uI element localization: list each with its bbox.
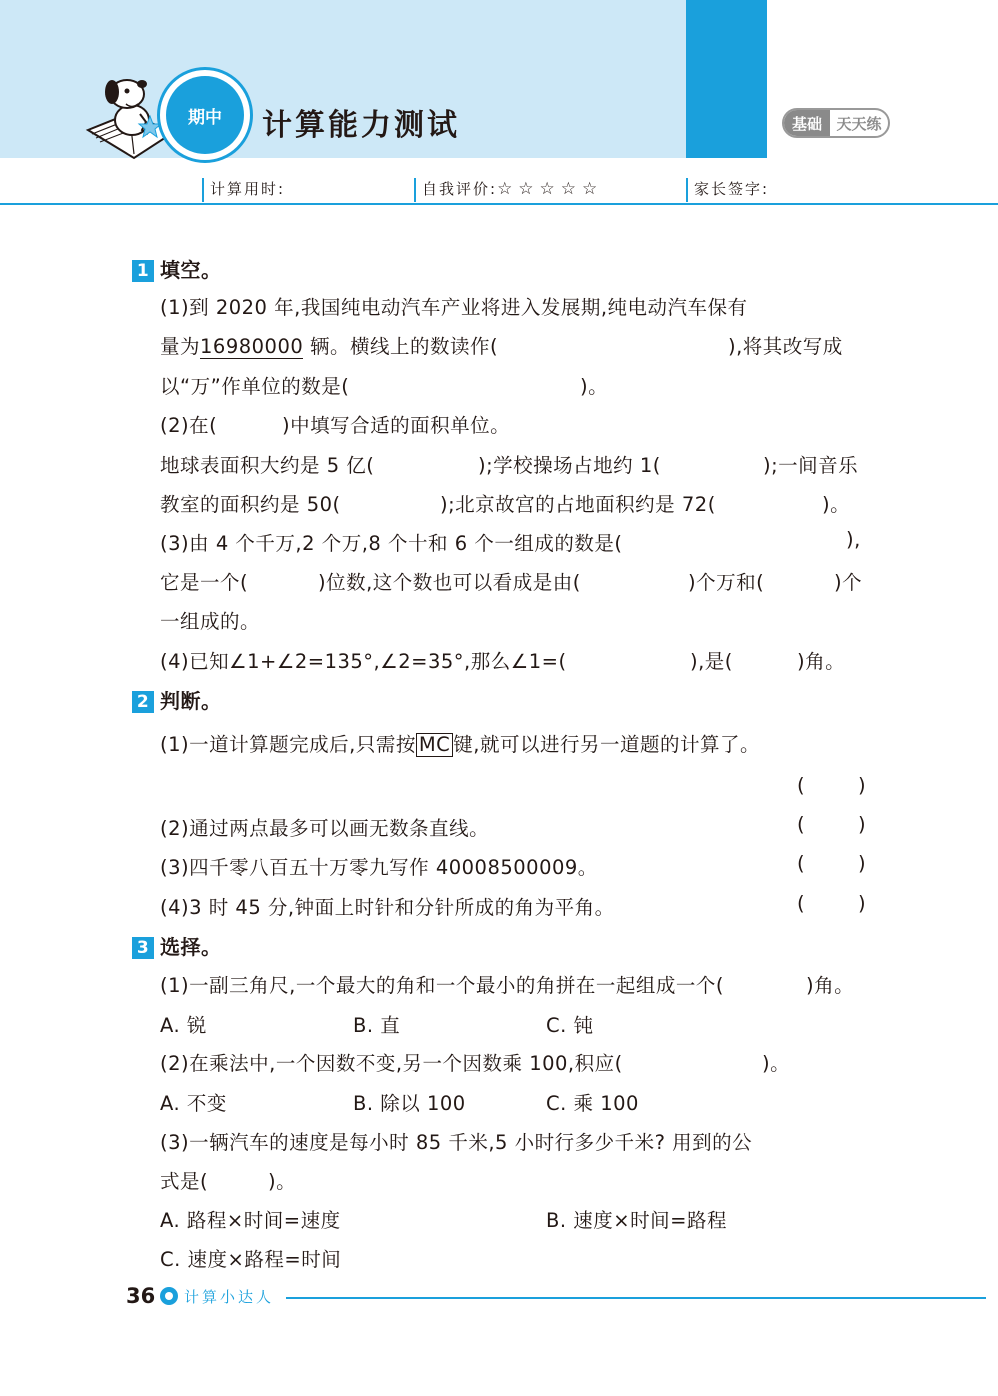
- q3-1-option-a[interactable]: A. 锐: [160, 1014, 207, 1037]
- q3-1-text-start: (1)一副三角尺,一个最大的角和一个最小的角拼在一起组成一个(: [160, 974, 724, 997]
- info-bar-divider: [0, 203, 998, 205]
- footer-rule: [286, 1297, 986, 1299]
- footer-bullet-icon: [160, 1287, 178, 1305]
- text: 量为: [160, 335, 201, 358]
- q3-1-text-end: )角。: [806, 974, 855, 997]
- q1-3-line2d: )个: [834, 571, 863, 594]
- q1-1-line1: (1)到 2020 年,我国纯电动汽车产业将进入发展期,纯电动汽车保有: [160, 296, 748, 319]
- q3-2-text-end: )。: [762, 1052, 791, 1075]
- section-1-heading: [132, 254, 222, 283]
- q1-1-line3-end: )。: [580, 375, 609, 398]
- q3-2-text-start: (2)在乘法中,一个因数不变,另一个因数乘 100,积应(: [160, 1052, 623, 1075]
- section-number: 1: [132, 260, 154, 282]
- q1-3-line2c: )个万和(: [688, 571, 765, 594]
- text: 键,就可以进行另一道题的计算了。: [453, 733, 760, 756]
- time-used-field: [202, 178, 285, 202]
- section-title: 填空。: [160, 258, 222, 282]
- series-badge-secondary: 天天练: [836, 114, 882, 133]
- section-2-heading: [132, 685, 222, 714]
- q1-2-line2a: 地球表面积大约是 5 亿(: [160, 454, 375, 477]
- q1-4-line1c: )角。: [797, 650, 846, 673]
- self-rating-field: [414, 178, 603, 202]
- q2-1-answer-paren-left[interactable]: (: [797, 774, 806, 797]
- q2-2: (2)通过两点最多可以画无数条直线。: [160, 817, 490, 840]
- section-title: 选择。: [160, 935, 222, 959]
- section-number: 3: [132, 937, 154, 959]
- header-accent-bar: [686, 0, 767, 158]
- text: (1)一道计算题完成后,只需按: [160, 733, 416, 756]
- q1-1-line2-end: ),将其改写成: [728, 335, 843, 358]
- q3-3-option-c[interactable]: C. 速度×路程=时间: [160, 1248, 342, 1271]
- q3-2-option-a[interactable]: A. 不变: [160, 1092, 227, 1115]
- series-badge-primary: 基础: [784, 110, 830, 136]
- section-number: 2: [132, 691, 154, 713]
- book-title: 计算小达人: [184, 1288, 275, 1306]
- q2-4: (4)3 时 45 分,钟面上时针和分针所成的角为平角。: [160, 896, 615, 919]
- q3-3-line1: (3)一辆汽车的速度是每小时 85 千米,5 小时行多少千米? 用到的公: [160, 1131, 753, 1154]
- q3-3-option-a[interactable]: A. 路程×时间=速度: [160, 1209, 341, 1232]
- q1-2-line3b: );北京故宫的占地面积约是 72(: [440, 493, 716, 516]
- q2-4-answer-paren-left[interactable]: (: [797, 892, 806, 915]
- q1-2-line2b: );学校操场占地约 1(: [478, 454, 661, 477]
- q1-2-line3a: 教室的面积约是 50(: [160, 493, 341, 516]
- mc-key-box: MC: [416, 733, 453, 757]
- parent-signature-label: 家长签字:: [694, 180, 770, 198]
- q3-2-option-c[interactable]: C. 乘 100: [546, 1092, 639, 1115]
- q1-2-prompt-start: (2)在(: [160, 414, 218, 437]
- q2-4-answer-paren-right: ): [858, 892, 867, 915]
- parent-signature-field: [686, 178, 769, 202]
- self-rating-label: 自我评价:: [422, 180, 498, 198]
- q2-1: [160, 729, 760, 757]
- q3-3-line2-end: )。: [268, 1170, 297, 1193]
- page-number: 36: [126, 1284, 156, 1308]
- q3-3-option-b[interactable]: B. 速度×时间=路程: [546, 1209, 727, 1232]
- q2-3-answer-paren-right: ): [858, 852, 867, 875]
- q1-2-line3c: )。: [822, 493, 851, 516]
- q2-3: (3)四千零八百五十万零九写作 40008500009。: [160, 856, 598, 879]
- q1-3-line2b: )位数,这个数也可以看成是由(: [318, 571, 581, 594]
- q2-3-answer-paren-left[interactable]: (: [797, 852, 806, 875]
- q1-2-prompt-end: )中填写合适的面积单位。: [282, 414, 511, 437]
- q1-4-line1a: (4)已知∠1+∠2=135°,∠2=35°,那么∠1=(: [160, 650, 567, 673]
- page-title: 计算能力测试: [262, 108, 460, 143]
- series-badge: [782, 108, 890, 138]
- q2-2-answer-paren-left[interactable]: (: [797, 813, 806, 836]
- exam-period-badge: 期中: [166, 76, 244, 154]
- q1-3-line3: 一组成的。: [160, 610, 261, 633]
- q3-1-option-b[interactable]: B. 直: [353, 1014, 401, 1037]
- q1-3-line2a: 它是一个(: [160, 571, 249, 594]
- q2-1-answer-paren-right: ): [858, 774, 867, 797]
- underlined-number: 16980000: [200, 335, 304, 358]
- q1-2-line2c: );一间音乐: [763, 454, 859, 477]
- time-used-label: 计算用时:: [210, 180, 286, 198]
- text: 辆。横线上的数读作(: [303, 335, 499, 358]
- q2-2-answer-paren-right: ): [858, 813, 867, 836]
- q3-1-option-c[interactable]: C. 钝: [546, 1014, 594, 1037]
- q1-3-line1: (3)由 4 个千万,2 个万,8 个十和 6 个一组成的数是(: [160, 532, 623, 555]
- q3-2-option-b[interactable]: B. 除以 100: [353, 1092, 466, 1115]
- q1-3-line1-end: ),: [846, 528, 861, 551]
- q1-1-line3: 以“万”作单位的数是(: [160, 375, 350, 398]
- rating-stars[interactable]: ☆☆☆☆☆: [497, 179, 604, 199]
- section-3-heading: [132, 931, 222, 960]
- q1-4-line1b: ),是(: [690, 650, 733, 673]
- q3-3-line2-start: 式是(: [160, 1170, 209, 1193]
- q1-1-line2: [160, 331, 498, 359]
- section-title: 判断。: [160, 689, 222, 713]
